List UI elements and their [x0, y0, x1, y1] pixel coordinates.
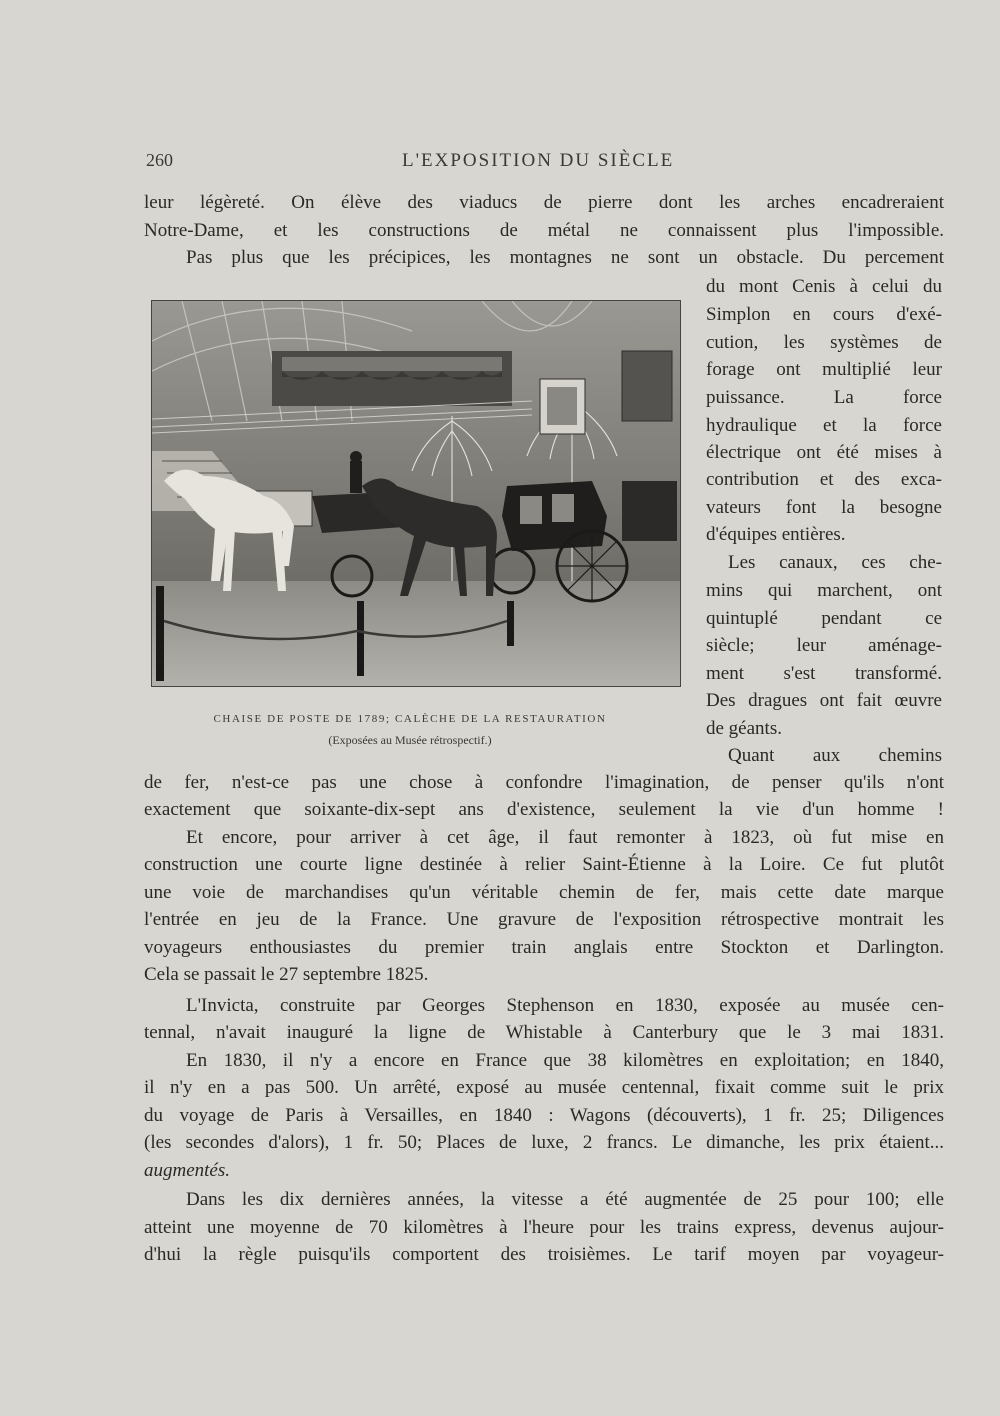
text-line: forage ont multiplié leur	[706, 359, 942, 380]
text-line: voyageurs enthousiastes du premier train anglais entre Stockton et Darlington.	[144, 937, 944, 958]
text-line: L'Invicta, construite par Georges Stephenson en 1830, exposée au musée cen-	[186, 995, 944, 1016]
text-line: mins qui marchent, ont	[706, 580, 942, 601]
text-line: siècle; leur aménage-	[706, 635, 942, 656]
text-line: contribution et des exca-	[706, 469, 942, 490]
text-line: quintuplé pendant ce	[706, 608, 942, 629]
text-line: il n'y en a pas 500. Un arrêté, exposé au musée centennal, fixait comme suit le prix	[144, 1077, 944, 1098]
text-line: d'hui la règle puisqu'ils comportent des troisièmes. Le tarif moyen par voyageur-	[144, 1244, 944, 1265]
text-line: atteint une moyenne de 70 kilomètres à l'heure pour les trains express, devenus aujour-	[144, 1217, 944, 1238]
text-line: une voie de marchandises qu'un véritable chemin de fer, mais cette date marque	[144, 882, 944, 903]
page-number: 260	[146, 150, 173, 170]
text-line: Simplon en cours d'exé-	[706, 304, 942, 325]
text-line: Et encore, pour arriver à cet âge, il faut remonter à 1823, où fut mise en	[186, 827, 944, 848]
text-line: augmentés.	[144, 1160, 231, 1181]
figure-caption-title: CHAISE DE POSTE DE 1789; CALÈCHE DE LA RESTAURATION	[213, 713, 607, 725]
page-header	[146, 150, 946, 176]
text-line: En 1830, il n'y a encore en France que 38 kilomètres en exploitation; en 1840,	[186, 1050, 944, 1071]
text-line: hydraulique et la force	[706, 415, 942, 436]
text-line: vateurs font la besogne	[706, 497, 942, 518]
text-line: Notre-Dame, et les constructions de métal ne connaissent plus l'impossible.	[144, 220, 944, 241]
figure-caption-note: (Exposées au Musée rétrospectif.)	[328, 733, 492, 747]
text-line: Cela se passait le 27 septembre 1825.	[144, 964, 429, 985]
text-line: de fer, n'est-ce pas une chose à confondre l'imagination, de penser qu'ils n'ont	[144, 772, 944, 793]
text-line: tennal, n'avait inauguré la ligne de Whistable à Canterbury que le 3 mai 1831.	[144, 1022, 944, 1043]
carriage-photograph	[151, 300, 681, 687]
text-line: d'équipes entières.	[706, 524, 846, 545]
text-line: (les secondes d'alors), 1 fr. 50; Places de luxe, 2 francs. Le dimanche, les prix étaient...	[144, 1132, 944, 1153]
text-line: de géants.	[706, 718, 782, 739]
text-line: du mont Cenis à celui du	[706, 276, 942, 297]
text-line: Pas plus que les précipices, les montagnes ne sont un obstacle. Du percement	[186, 247, 944, 268]
text-line: Des dragues ont fait œuvre	[706, 690, 942, 711]
text-line: construction une courte ligne destinée à relier Saint-Étienne à la Loire. Ce fut plutôt	[144, 854, 944, 875]
text-line: du voyage de Paris à Versailles, en 1840 : Wagons (découverts), 1 fr. 25; Diligences	[144, 1105, 944, 1126]
text-line: Les canaux, ces che-	[728, 552, 942, 573]
text-line: puissance. La force	[706, 387, 942, 408]
text-line: exactement que soixante-dix-sept ans d'existence, seulement la vie d'un homme !	[144, 799, 944, 820]
running-title: L'EXPOSITION DU SIÈCLE	[402, 150, 675, 171]
text-line: Dans les dix dernières années, la vitesse a été augmentée de 25 pour 100; elle	[186, 1189, 944, 1210]
text-line: électrique ont été mises à	[706, 442, 942, 463]
text-line: Quant aux chemins	[728, 745, 942, 766]
text-line: cution, les systèmes de	[706, 332, 942, 353]
text-line: l'entrée en jeu de la France. Une gravure de l'exposition rétrospective montrait les	[144, 909, 944, 930]
text-line: leur légèreté. On élève des viaducs de pierre dont les arches encadreraient	[144, 192, 944, 213]
text-line: ment s'est transformé.	[706, 663, 942, 684]
